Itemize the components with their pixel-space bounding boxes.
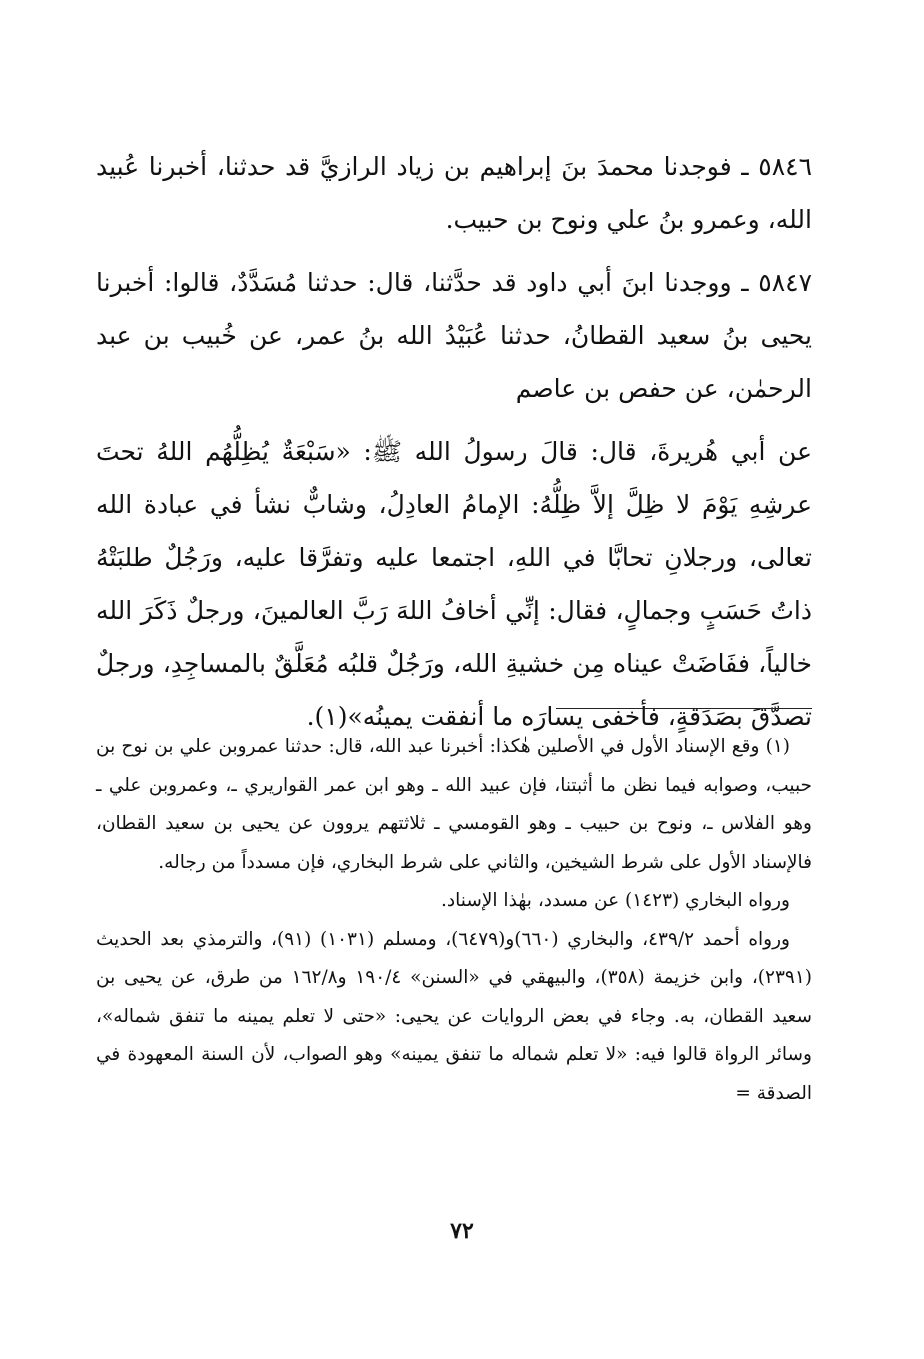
footnote-2: ورواه البخاري (١٤٢٣) عن مسدد، بهٰذا الإسناد. [441, 890, 790, 911]
hadith-5846: ٥٨٤٦ ـ فوجدنا محمدَ بنَ إبراهيم بن زياد الرازيَّ قد حدثنا، أخبرنا عُبيد الله، وعمرو بنُ علي ونوح بن حبيب. [96, 152, 812, 234]
footnote-3: ورواه أحمد ٤٣٩/٢، والبخاري (٦٦٠)و(٦٤٧٩)، ومسلم (١٠٣١) (٩١)، والترمذي بعد الحديث (٢٣٩١)، وابن خزيمة (٣٥٨)، والبيهقي في «السنن» ١٩٠/٤ و١٦٢/٨ من طرق، عن يحيى بن سعيد القطان، به. وجاء في بعض الروايات عن يحيى: «حتى لا تعلم يمينه ما تنفق شماله»، وسائر الرواة قالوا فيه: «لا تعلم شماله ما تنفق يمينه» وهو الصواب، لأن السنة المعهودة في الصدقة = [96, 928, 812, 1104]
hadith-5847-isnad: ٥٨٤٧ ـ ووجدنا ابنَ أبي داود قد حدَّثنا، قال: حدثنا مُسَدَّدٌ، قالوا: أخبرنا يحيى بنُ سعيد القطانُ، حدثنا عُبَيْدُ الله بنُ عمر، عن خُبيب بن عبد الرحمٰن، عن حفص بن عاصم [96, 268, 812, 403]
footnote-separator [556, 708, 812, 709]
hadith-5847-matn: عن أبي هُريرةَ، قال: قالَ رسولُ الله ﷺ: «سَبْعَةٌ يُظِلُّهُم اللهُ تحتَ عرشِهِ يَوْمَ لا ظِلَّ إلاَّ ظِلُّهُ: الإمامُ العادِلُ، وشابٌّ نشأ في عبادة الله تعالى، ورجلانِ تحابَّا في اللهِ، اجتمعا عليه وتفرَّقا عليه، ورَجُلٌ طلبَتْهُ ذاتُ حَسَبٍ وجمالٍ، فقال: إنِّي أخافُ اللهَ رَبَّ العالمينَ، ورجلٌ ذَكَرَ الله خالياً، ففَاضَتْ عيناه مِن خشيةِ الله، ورَجُلٌ قلبُه مُعَلَّقٌ بالمساجِدِ، ورجلٌ تصدَّقَ بصَدَقةٍ، فأخفى يسارَه ما أنفقت يمينُه»(١). [96, 437, 812, 731]
main-text [96, 140, 812, 743]
footnotes [96, 728, 812, 1113]
footnote-1: (١) وقع الإسناد الأول في الأصلين هٰكذا: أخبرنا عبد الله، قال: حدثنا عمروبن علي بن نوح بن حبيب، وصوابه فيما نظن ما أثبتنا، فإن عبيد الله ـ وهو ابن عمر القواريري ـ، وعمروبن علي ـ وهو الفلاس ـ، ونوح بن حبيب ـ وهو القومسي ـ ثلاثتهم يروون عن يحيى بن سعيد القطان، فالإسناد الأول على شرط الشيخين، والثاني على شرط البخاري، فإن مسدداً من رجاله. [96, 736, 812, 873]
page-number: ٧٢ [450, 1218, 474, 1244]
